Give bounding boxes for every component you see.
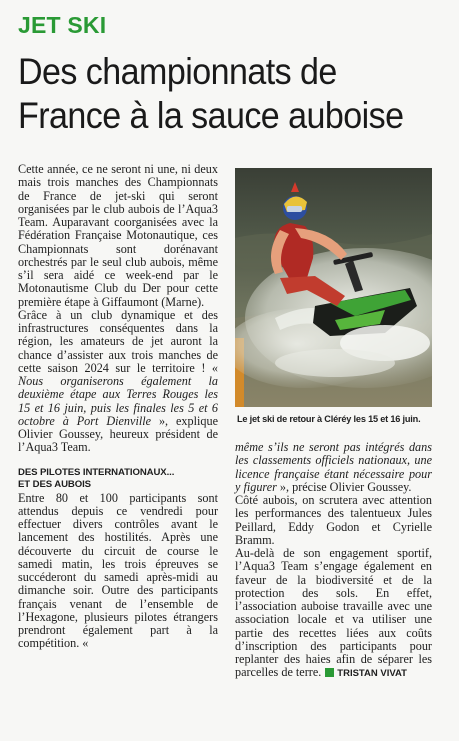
signature-square-icon	[325, 668, 334, 677]
section-subhead: DES PILOTES INTERNATIONAUX... ET DES AUBOIS	[18, 466, 175, 490]
section-paragraph-3: Au-delà de son engagement sportif, l’Aqua3 Team s’engage également en faveur de la biodiversité et de la protection des sols. En effet, l’association auboise travaille avec une association locale et va utiliser une partie des recettes liées aux coûts d’inscription des participants pour replanter des haies afin de séparer les parcelles de terre. TRISTAN VIVAT	[235, 546, 432, 680]
jet-ski-photo	[235, 168, 432, 407]
article-column-1	[18, 163, 218, 651]
author-signature: TRISTAN VIVAT	[337, 668, 407, 680]
photo-caption: Le jet ski de retour à Cléréy les 15 et 16 juin.	[237, 414, 421, 424]
headline-line-2: France à la sauce auboise	[18, 95, 404, 136]
section-paragraph-1-continued: même s’ils ne seront pas intégrés dans les classements officiels nationaux, une licence française étant nécessaire pour y figurer », précise Olivier Goussey.	[235, 440, 432, 494]
headline-line-1: Des championnats de	[18, 51, 337, 92]
section-rubric: JET SKI	[18, 12, 107, 38]
section-quote: même s’ils ne seront pas intégrés dans les classements officiels nationaux, une licence française étant nécessaire pour y figurer	[235, 440, 432, 494]
jet-ski-photo-image	[235, 168, 432, 407]
intro-paragraph-1: Cette année, ce ne seront ni une, ni deux mais trois manches des Championnats de France de jet-ski qui seront organisées par le club aubois de l’Aqua3 Team. Auparavant coorganisées avec la Fédération Française Motonautique, ces Championnats sont dorénavant orchestrés par le seul club aubois, même s’il sera aidé ce week-end par le Motonautisme Club du Der pour cette première étape à Giffaumont (Marne).	[18, 162, 218, 309]
article-headline	[18, 50, 414, 138]
section-paragraph-1: Entre 80 et 100 participants sont attendus depuis ce vendredi pour effectuer divers contrôles avant le lancement des hostilités. Après une découverte du circuit de course le samedi matin, les trois épreuves se succéderont du samedi après-midi au dimanche soir. Outre des participants français venant de l’ensemble de l’Hexagone, plusieurs pilotes étrangers prendront également part à la compétition. «	[18, 490, 218, 651]
section-paragraph-2: Côté aubois, on scrutera avec attention les performances des talentueux Jules Peillard, Eddy Godon et Cyrielle Bramm.	[235, 493, 432, 547]
intro-quote: Nous organiserons également la deuxième étape aux Terres Rouges les 15 et 16 juin, puis les finales les 5 et 6 octobre à Port Dienville	[18, 374, 218, 428]
article-column-2	[235, 441, 432, 681]
intro-paragraph-2: Grâce à un club dynamique et des infrastructures conséquentes dans la région, les amateurs de jet auront la chance d’assister aux trois manches de cette saison 2024 sur le territoire ! « Nous organiserons également la deuxième étape aux Terres Rouges les 15 et 16 juin, puis les finales les 5 et 6 octobre à Port Dienville », explique Olivier Goussey, heureux président de l’Aqua3 Team.	[18, 307, 218, 455]
